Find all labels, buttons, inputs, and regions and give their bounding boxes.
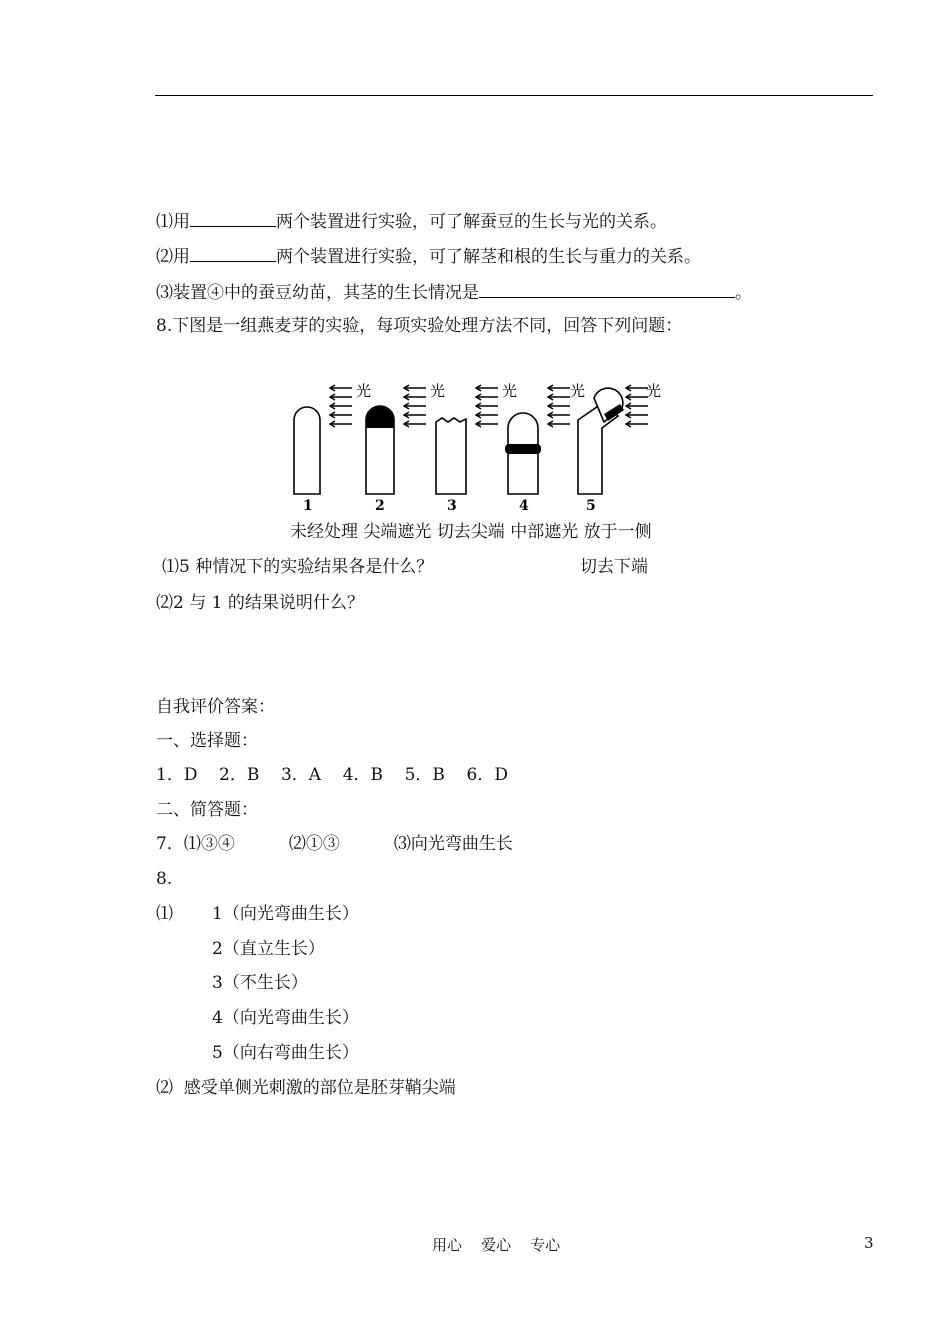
answers-section-1: 一、选择题： xyxy=(156,731,258,751)
specimen-number-5: 5 xyxy=(586,498,596,514)
question-8-answer-item-3: 3（不生长） xyxy=(212,973,308,993)
light-label-3: 光 xyxy=(502,382,518,400)
page-number: 3 xyxy=(864,1234,874,1252)
question-8-answer-part-2: ⑵ 感受单侧光刺激的部位是胚芽鞘尖端 xyxy=(156,1078,456,1098)
footer-motto: 用心 爱心 专心 xyxy=(432,1236,561,1254)
specimen-number-1: 1 xyxy=(303,498,313,514)
header-rule xyxy=(155,95,873,96)
question-1 xyxy=(156,210,667,233)
specimen-number-2: 2 xyxy=(375,498,385,514)
specimen-5 xyxy=(578,385,648,494)
figure-caption-line2: 切去下端 xyxy=(580,557,648,577)
question-3 xyxy=(156,281,752,304)
specimen-number-4: 4 xyxy=(519,498,529,514)
answers-section-2: 二、简答题： xyxy=(156,800,258,820)
question-2-suffix: 两个装置进行实验，可了解茎和根的生长与重力的关系。 xyxy=(276,247,701,267)
answer-blank-1 xyxy=(190,210,276,227)
question-8-title: 8.下图是一组燕麦芽的实验，每项实验处理方法不同，回答下列问题： xyxy=(156,316,683,336)
question-8-part-1: ⑴5 种情况下的实验结果各是什么？ xyxy=(162,557,434,577)
answers-heading: 自我评价答案： xyxy=(156,697,275,717)
light-label-4: 光 xyxy=(570,382,586,400)
question-1-prefix: ⑴用 xyxy=(156,212,190,232)
question-1-suffix: 两个装置进行实验，可了解蚕豆的生长与光的关系。 xyxy=(276,212,667,232)
question-8-part-2: ⑵2 与 1 的结果说明什么？ xyxy=(156,593,364,613)
specimen-2 xyxy=(366,385,426,494)
question-8-answer-item-1: 1（向光弯曲生长） xyxy=(212,904,359,924)
question-8-answer-item-5: 5（向右弯曲生长） xyxy=(212,1043,359,1063)
light-label-1: 光 xyxy=(356,382,372,400)
question-3-suffix: 。 xyxy=(735,283,752,303)
answer-blank-2 xyxy=(190,245,276,262)
question-8-answer-label: 8. xyxy=(156,869,173,889)
question-8-answer-item-2: 2（直立生长） xyxy=(212,939,325,959)
question-3-prefix: ⑶装置④中的蚕豆幼苗，其茎的生长情况是 xyxy=(156,283,479,303)
specimen-4 xyxy=(505,385,570,494)
specimen-3 xyxy=(436,385,498,494)
question-7-answer: 7．⑴③④ ⑵①③ ⑶向光弯曲生长 xyxy=(156,834,513,854)
question-2 xyxy=(156,245,701,268)
specimen-1 xyxy=(294,385,352,494)
coleoptile-figure xyxy=(286,376,666,516)
light-label-2: 光 xyxy=(430,382,446,400)
question-8-answer-item-4: 4（向光弯曲生长） xyxy=(212,1008,359,1028)
answer-blank-3 xyxy=(479,281,735,298)
question-2-prefix: ⑵用 xyxy=(156,247,190,267)
light-label-5: 光 xyxy=(646,382,662,400)
figure-caption-line1: 未经处理 尖端遮光 切去尖端 中部遮光 放于一侧 xyxy=(290,522,652,542)
question-8-answer-part-1-label: ⑴ xyxy=(156,904,173,924)
multiple-choice-answers: 1．D 2．B 3．A 4．B 5．B 6．D xyxy=(156,765,508,785)
specimen-number-3: 3 xyxy=(447,498,457,514)
